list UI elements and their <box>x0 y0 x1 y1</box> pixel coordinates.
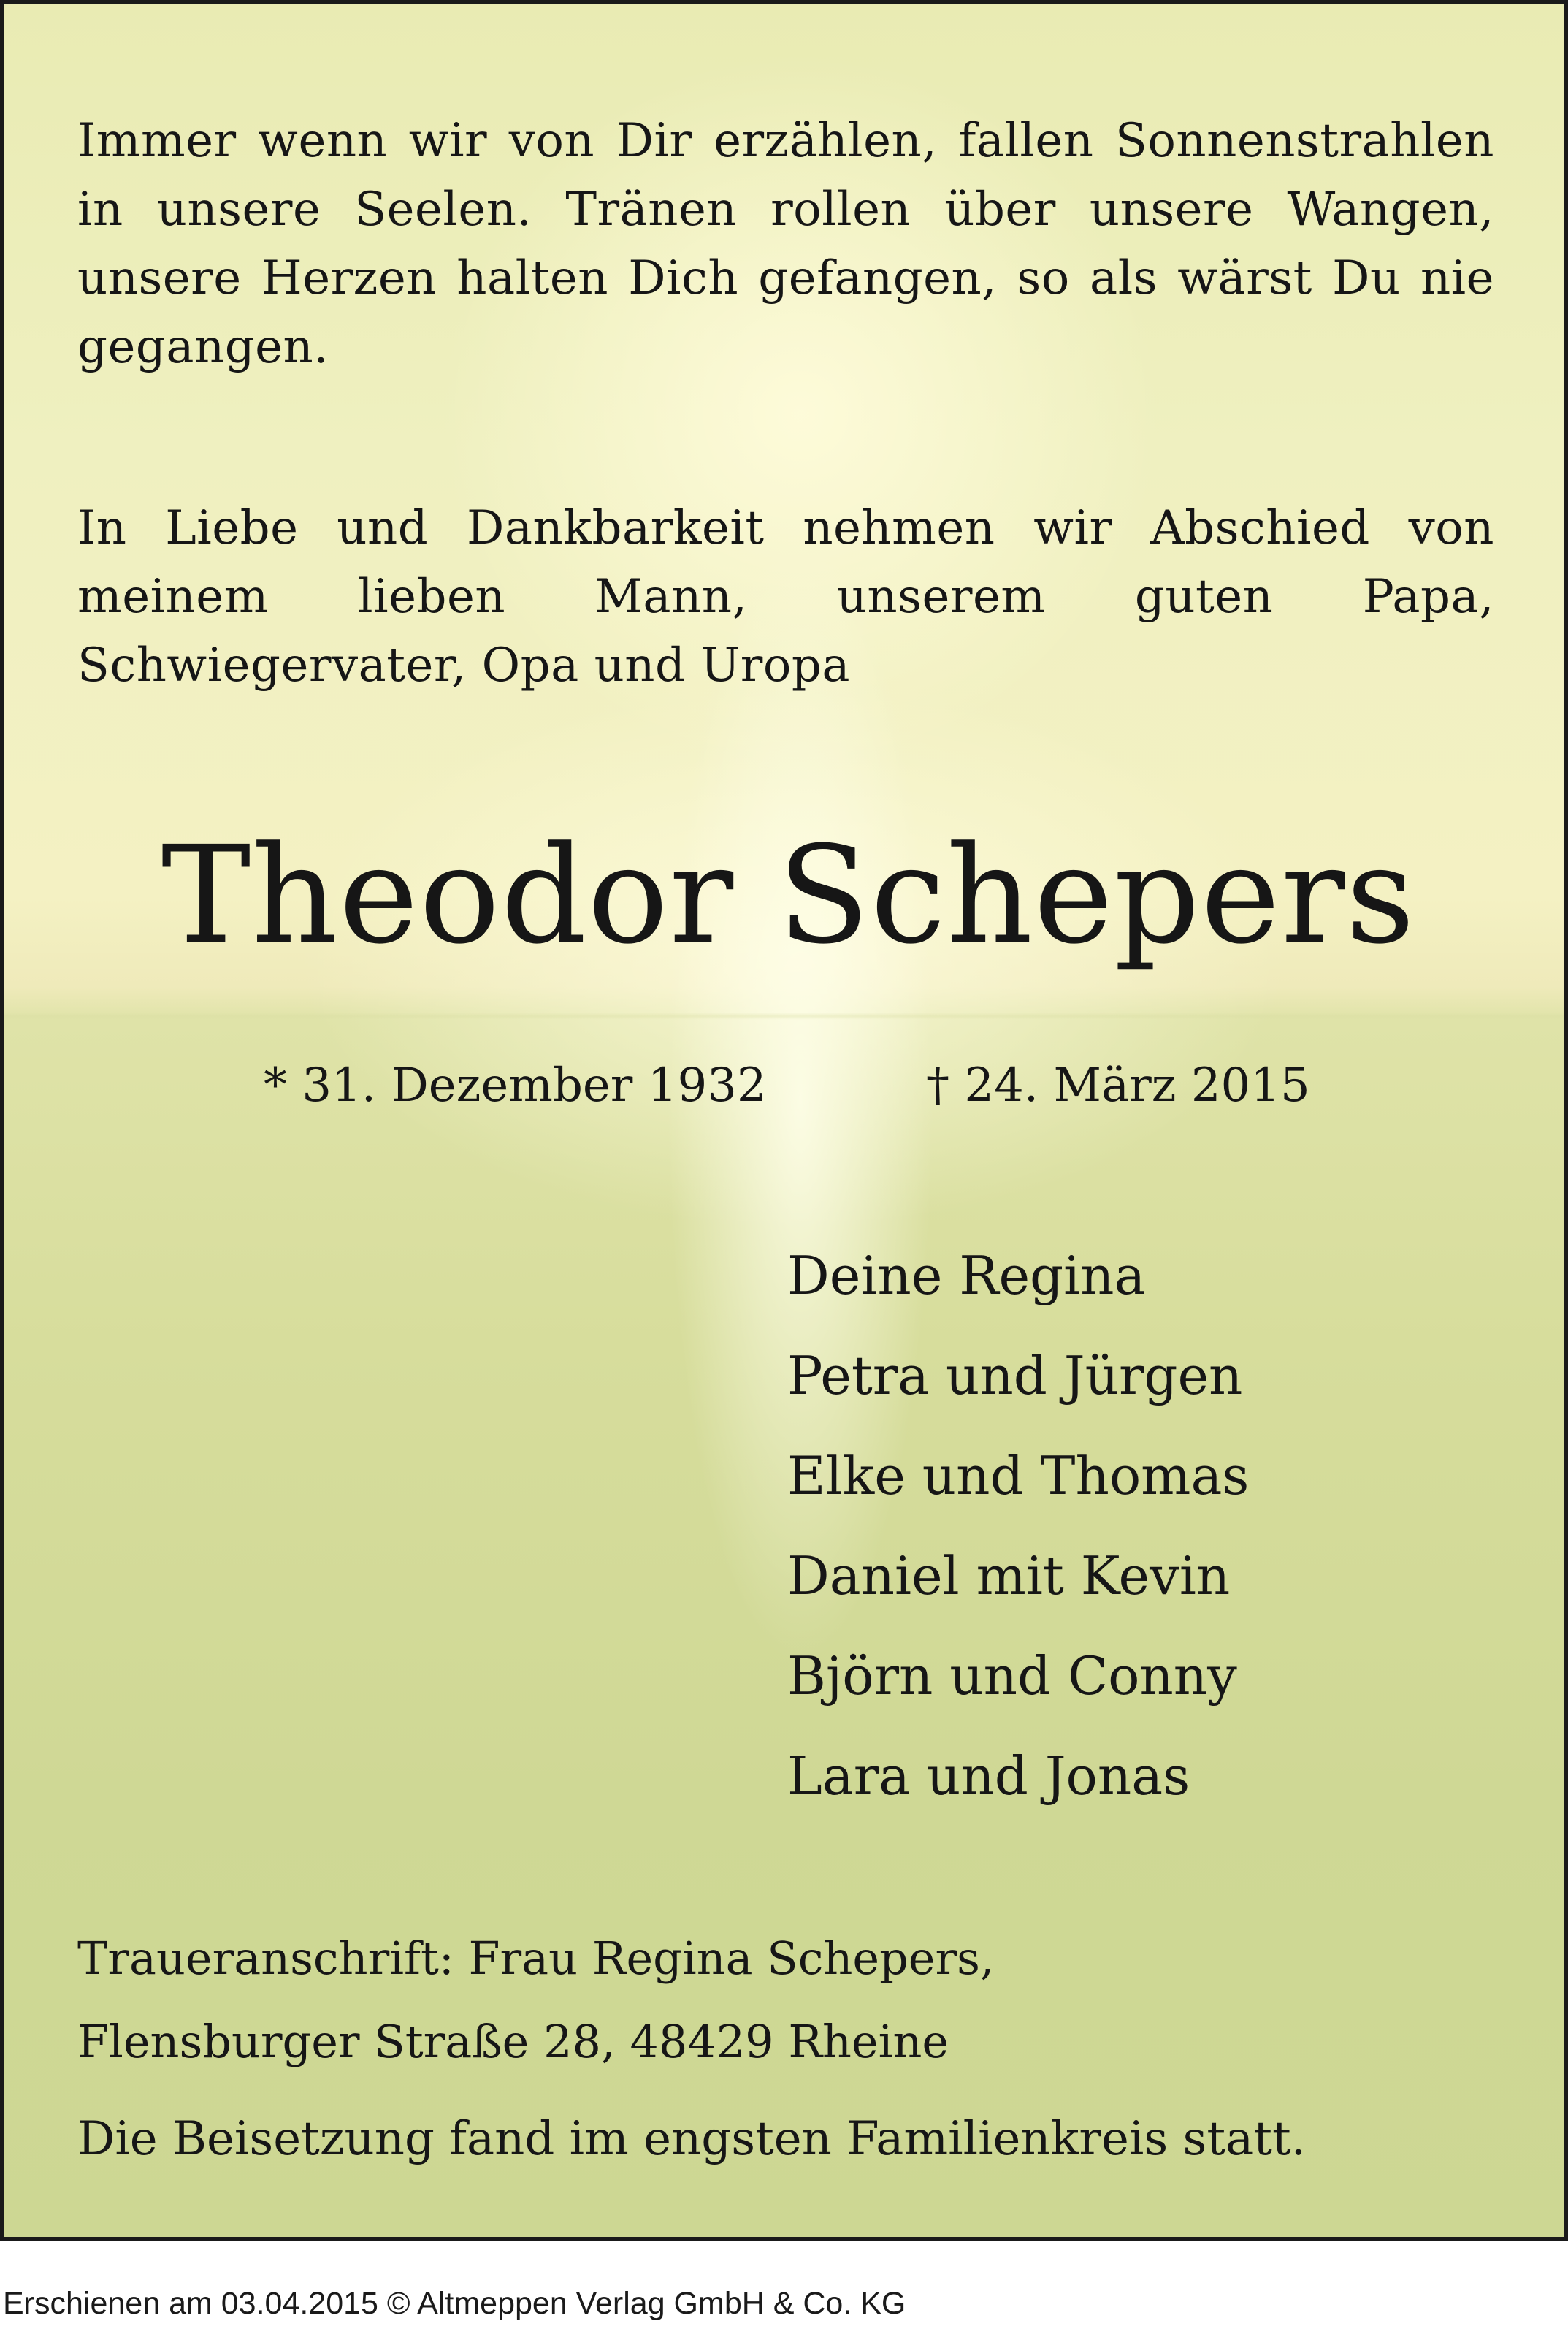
mourner-item: Deine Regina <box>787 1245 1146 1306</box>
death-date: † 24. März 2015 <box>926 1059 1310 1113</box>
burial-note: Die Beisetzung fand im engsten Familienkreis statt. <box>77 2112 1307 2166</box>
background-horizon <box>4 1013 1564 1020</box>
mourner-item: Daniel mit Kevin <box>787 1545 1231 1606</box>
publication-footer: Erschienen am 03.04.2015 © Altmeppen Verlag GmbH & Co. KG <box>3 2286 906 2321</box>
mourner-item: Petra und Jürgen <box>787 1345 1243 1406</box>
mourner-item: Björn und Conny <box>787 1645 1237 1707</box>
deceased-name: Theodor Schepers <box>161 817 1416 974</box>
mourner-item: Lara und Jonas <box>787 1745 1190 1807</box>
mourner-item: Elke und Thomas <box>787 1445 1250 1506</box>
farewell-statement: In Liebe und Dankbarkeit nehmen wir Abschied von meinem lieben Mann, unserem guten Papa, Schwiegervater, Opa und Uropa <box>77 501 1494 693</box>
condolence-address <box>77 1917 995 2084</box>
address-line-1: Traueranschrift: Frau Regina Schepers, <box>77 1932 995 1985</box>
birth-date: * 31. Dezember 1932 <box>264 1059 767 1113</box>
memorial-verse: Immer wenn wir von Dir erzählen, fallen Sonnenstrahlen in unsere Seelen. Tränen rollen über unsere Wangen, unsere Herzen halten Dich gefangen, so als wärst Du nie gegangen. <box>77 114 1494 374</box>
address-line-2: Flensburger Straße 28, 48429 Rheine <box>77 2015 949 2068</box>
mourners-list <box>787 1226 1249 1826</box>
